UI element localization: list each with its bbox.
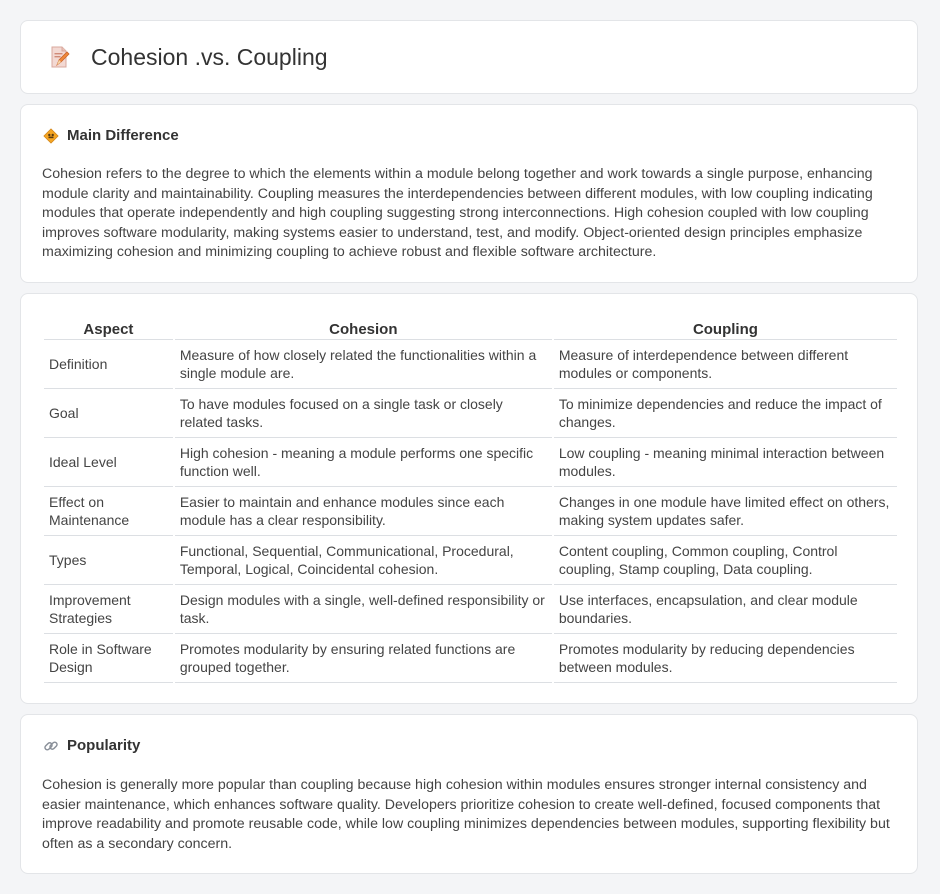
aspect-cell: Role in Software Design xyxy=(44,634,173,683)
diamond-sign-icon xyxy=(43,128,59,144)
table-row xyxy=(44,438,897,487)
coupling-cell: Use interfaces, encapsulation, and clear module boundaries. xyxy=(554,585,897,634)
link-icon xyxy=(43,738,59,754)
cohesion-cell: Promotes modularity by ensuring related functions are grouped together. xyxy=(175,634,552,683)
comparison-card xyxy=(20,293,918,704)
coupling-cell: Low coupling - meaning minimal interaction between modules. xyxy=(554,438,897,487)
table-row xyxy=(44,634,897,683)
main-difference-card xyxy=(20,104,918,283)
cohesion-cell: Functional, Sequential, Communicational, Procedural, Temporal, Logical, Coincidental cohesion. xyxy=(175,536,552,585)
coupling-cell: Measure of interdependence between different modules or components. xyxy=(554,340,897,389)
main-difference-heading: Main Difference xyxy=(67,127,179,144)
aspect-cell: Improvement Strategies xyxy=(44,585,173,634)
table-row xyxy=(44,487,897,536)
comparison-table xyxy=(42,314,899,683)
cohesion-cell: Design modules with a single, well-defined responsibility or task. xyxy=(175,585,552,634)
popularity-heading: Popularity xyxy=(67,737,141,754)
aspect-cell: Ideal Level xyxy=(44,438,173,487)
header-coupling: Coupling xyxy=(554,314,897,340)
cohesion-cell: To have modules focused on a single task or closely related tasks. xyxy=(175,389,552,438)
page-title: Cohesion .vs. Coupling xyxy=(91,43,328,70)
title-card xyxy=(20,20,918,94)
coupling-cell: Promotes modularity by reducing dependencies between modules. xyxy=(554,634,897,683)
table-row xyxy=(44,536,897,585)
aspect-cell: Goal xyxy=(44,389,173,438)
popularity-card xyxy=(20,714,918,874)
aspect-cell: Types xyxy=(44,536,173,585)
table-header-row xyxy=(44,314,897,340)
coupling-cell: To minimize dependencies and reduce the impact of changes. xyxy=(554,389,897,438)
main-difference-text: Cohesion refers to the degree to which the elements within a module belong together and work towards a single purpose, enhancing module clarity and maintainability. Coupling measures the interdependencies between different modules, with low coupling indicating modules that operate independently and high coupling suggesting strong interconnections. High cohesion coupled with low coupling improves software modularity, making systems easier to understand, test, and modify. Object-oriented design principles emphasize maximizing cohesion and minimizing coupling to achieve robust and flexible software architecture. xyxy=(42,166,873,261)
table-row xyxy=(44,340,897,389)
cohesion-cell: Measure of how closely related the functionalities within a single module are. xyxy=(175,340,552,389)
document-pencil-icon xyxy=(47,45,71,69)
coupling-cell: Changes in one module have limited effect on others, making system updates safer. xyxy=(554,487,897,536)
aspect-cell: Definition xyxy=(44,340,173,389)
header-cohesion: Cohesion xyxy=(175,314,552,340)
cohesion-cell: Easier to maintain and enhance modules since each module has a clear responsibility. xyxy=(175,487,552,536)
popularity-text: Cohesion is generally more popular than coupling because high cohesion within modules ensures stronger internal consistency and easier maintenance, which enhances software quality. Developers prioritize cohesion to create well-defined, focused components that improve readability and promote reusable code, while low coupling minimizes dependencies between modules, supporting flexibility but often as a secondary concern. xyxy=(42,777,890,852)
cohesion-cell: High cohesion - meaning a module performs one specific function well. xyxy=(175,438,552,487)
header-aspect: Aspect xyxy=(44,314,173,340)
table-row xyxy=(44,585,897,634)
table-row xyxy=(44,389,897,438)
coupling-cell: Content coupling, Common coupling, Control coupling, Stamp coupling, Data coupling. xyxy=(554,536,897,585)
aspect-cell: Effect on Maintenance xyxy=(44,487,173,536)
